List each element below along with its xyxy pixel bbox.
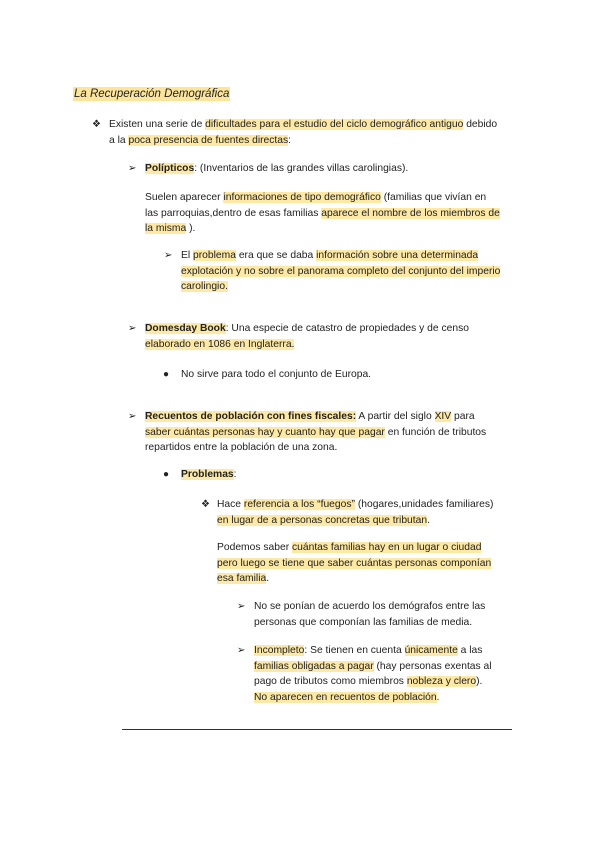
domesday-paragraph: Domesday Book: Una especie de catastro de propiedades y de censo elaborado en 1086 en Inglaterra. (145, 323, 469, 350)
arrow-bullet-icon: ➢ (128, 163, 137, 174)
intro-paragraph: Existen una serie de dificultades para el estudio del ciclo demográfico antiguo debido a la poca presencia de fuentes directas: (109, 119, 498, 146)
saber-paragraph: Podemos saber cuántas familias hay en un lugar o ciudad pero luego se tiene que saber cuántas personas componían esa familia. (217, 542, 492, 584)
diamond-bullet-icon: ❖ (92, 119, 101, 130)
arrow-bullet-icon: ➢ (164, 250, 173, 261)
polipticos-heading: Polípticos: (Inventarios de las grandes villas carolingias). (145, 163, 409, 174)
desacuerdo-paragraph: No se ponían de acuerdo los demógrafos entre las personas que componían las familias de media. (254, 601, 486, 628)
domesday-note: No sirve para todo el conjunto de Europa. (181, 369, 372, 380)
arrow-bullet-icon: ➢ (237, 601, 246, 612)
arrow-bullet-icon: ➢ (128, 411, 137, 422)
horizontal-rule (122, 729, 512, 730)
dot-bullet-icon: ● (163, 369, 170, 380)
arrow-bullet-icon: ➢ (128, 323, 137, 334)
polipticos-paragraph: Suelen aparecer informaciones de tipo demográfico (familias que vivían en las parroquias,dentro de esas familias aparece el nombre de los miembros de la misma ). (145, 192, 500, 234)
fuegos-paragraph: Hace referencia a los “fuegos” (hogares,unidades familiares) en lugar de a personas concretas que tributan. (217, 499, 494, 526)
incompleto-paragraph: Incompleto: Se tienen en cuenta únicamente a las familias obligadas a pagar (hay personas exentas al pago de tributos como miembros nobleza y clero). No aparecen en recuentos de población. (254, 645, 492, 703)
diamond-bullet-icon: ❖ (201, 499, 210, 510)
polipticos-problem: El problema era que se daba información sobre una determinada explotación y no sobre el panorama completo del conjunto del imperio carolingio. (181, 250, 501, 292)
recuentos-paragraph: Recuentos de población con fines fiscales: A partir del siglo XIV para saber cuántas personas hay y cuanto hay que pagar en función de tributos repartidos entre la población de una zona. (145, 411, 487, 453)
page-title: La Recuperación Demográfica (74, 88, 230, 100)
problemas-heading: Problemas: (181, 469, 237, 480)
arrow-bullet-icon: ➢ (237, 645, 246, 656)
dot-bullet-icon: ● (163, 469, 170, 480)
